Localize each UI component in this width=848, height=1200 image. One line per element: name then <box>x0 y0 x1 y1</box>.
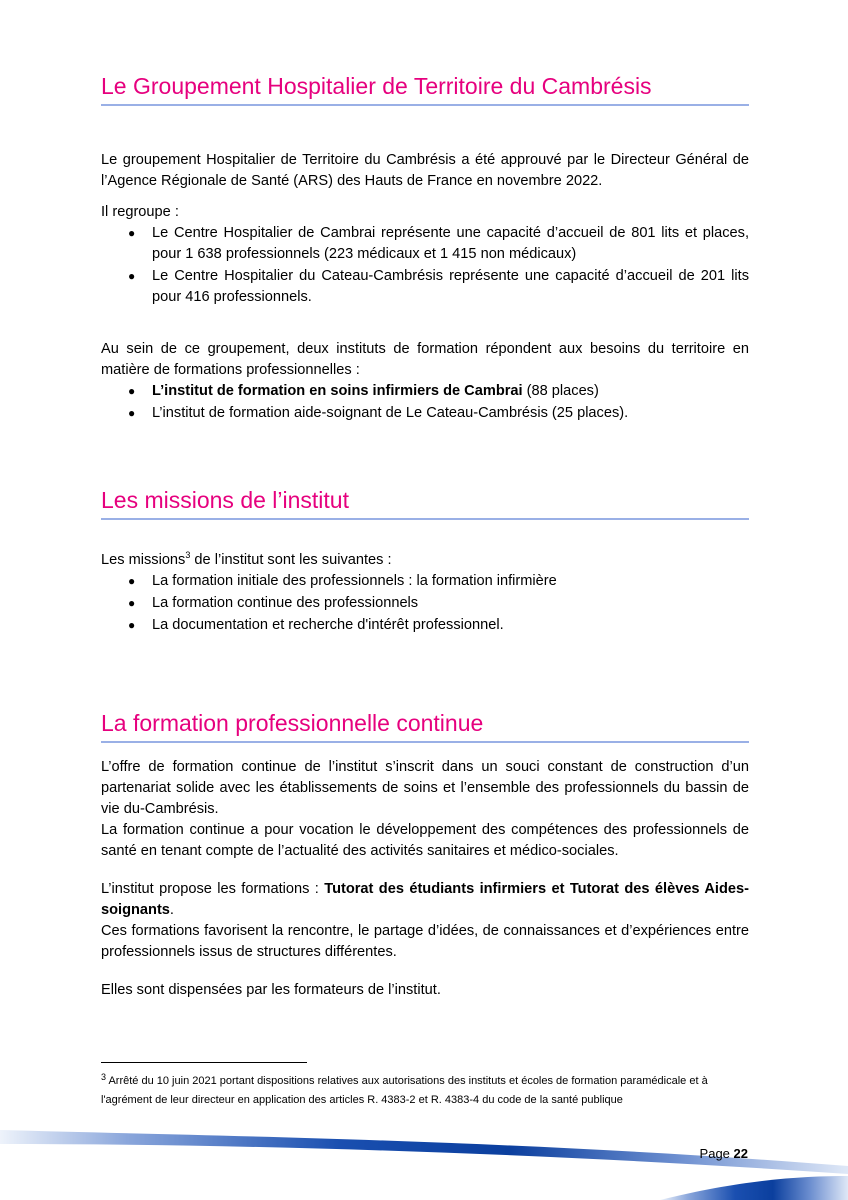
ght-list <box>101 223 749 308</box>
bullet-icon: ● <box>128 618 136 632</box>
footnote <box>101 1072 749 1110</box>
instituts-list <box>101 381 749 424</box>
missions-intro: Les missions$^3$ de l’institut sont les suivantes : <box>101 550 392 568</box>
heading-formation: La formation professionnelle continue <box>101 709 749 743</box>
footnote-separator <box>101 1062 307 1063</box>
bullet-icon: ● <box>128 574 136 588</box>
bullet-icon: ● <box>128 226 136 240</box>
page-number: Page 22 <box>699 1146 748 1161</box>
heading-ght: Le Groupement Hospitalier de Territoire du Cambrésis <box>101 72 749 106</box>
bullet-icon: ● <box>128 406 136 420</box>
ght-intro: Le groupement Hospitalier de Territoire du Cambrésis a été approuvé par le Directeur Général de l’Agence Régionale de Santé (ARS) des Hauts de France en novembre 2022. <box>101 152 749 189</box>
ght-para2: Au sein de ce groupement, deux instituts de formation répondent aux besoins du territoire en matière de formations professionnelles : <box>101 341 749 378</box>
bullet-icon: ● <box>128 384 136 398</box>
list-item: ● La documentation et recherche d'intérêt professionnel. <box>101 615 749 636</box>
formation-para2: La formation continue a pour vocation le développement des compétences des professionnels de santé en tenant compte de l’actualité des activités sanitaires et médico-sociales. <box>101 822 749 859</box>
formation-para4: Ces formations favorisent la rencontre, le partage d’idées, de connaissances et d’expériences entre professionnels issus de structures différentes. <box>101 923 749 960</box>
section-formation <box>101 709 749 1001</box>
list-item: ● Le Centre Hospitalier de Cambrai représente une capacité d’accueil de 801 lits et places, pour 1 638 professionnels (223 médicaux et 1 415 non médicaux) <box>128 225 749 262</box>
bullet-icon: ● <box>128 269 136 283</box>
formations-list-bold: Tutorat des étudiants infirmiers et Tutorat des élèves Aides-soignants <box>101 881 749 918</box>
ifsi-name: L’institut de formation en soins infirmiers de Cambrai <box>152 383 523 399</box>
footer-wave-decoration <box>0 1130 848 1200</box>
formation-para3: L’institut propose les formations : Tutorat des étudiants infirmiers et Tutorat des élèves Aides-soignants. <box>101 881 749 918</box>
bullet-icon: ● <box>128 596 136 610</box>
list-item: ● Le Centre Hospitalier du Cateau-Cambrésis représente une capacité d’accueil de 201 lits pour 416 professionnels. <box>128 268 749 305</box>
formation-para5: Elles sont dispensées par les formateurs de l’institut. <box>101 982 441 998</box>
section-ght <box>101 72 749 424</box>
list-item: ● La formation initiale des professionnels : la formation infirmière <box>101 571 749 592</box>
footnote-text: Arrêté du 10 juin 2021 portant dispositions relatives aux autorisations des instituts et écoles de formation paramédicale et à l'agrément de leur directeur en application des articles R. 4383-2 et R. 4383-4 du code de la santé publique <box>101 1075 708 1106</box>
list-item: ● L’institut de formation aide-soignant de Le Cateau-Cambrésis (25 places). <box>101 403 749 424</box>
footnote-ref: 3 <box>185 550 191 561</box>
section-missions <box>101 486 749 636</box>
list-item: ● L’institut de formation en soins infirmiers de Cambrai (88 places) <box>101 381 749 402</box>
missions-list <box>101 571 749 636</box>
footnote-number: 3 <box>101 1072 107 1082</box>
ght-regroupe: Il regroupe : <box>101 204 179 220</box>
list-item: ● La formation continue des professionnels <box>101 593 749 614</box>
formation-para1: L’offre de formation continue de l’institut s’inscrit dans un souci constant de construction d’un partenariat solide avec les établissements de soins et l’ensemble des professionnels du bassin de vie du-Cambrésis. <box>101 759 749 817</box>
heading-missions: Les missions de l’institut <box>101 486 749 520</box>
